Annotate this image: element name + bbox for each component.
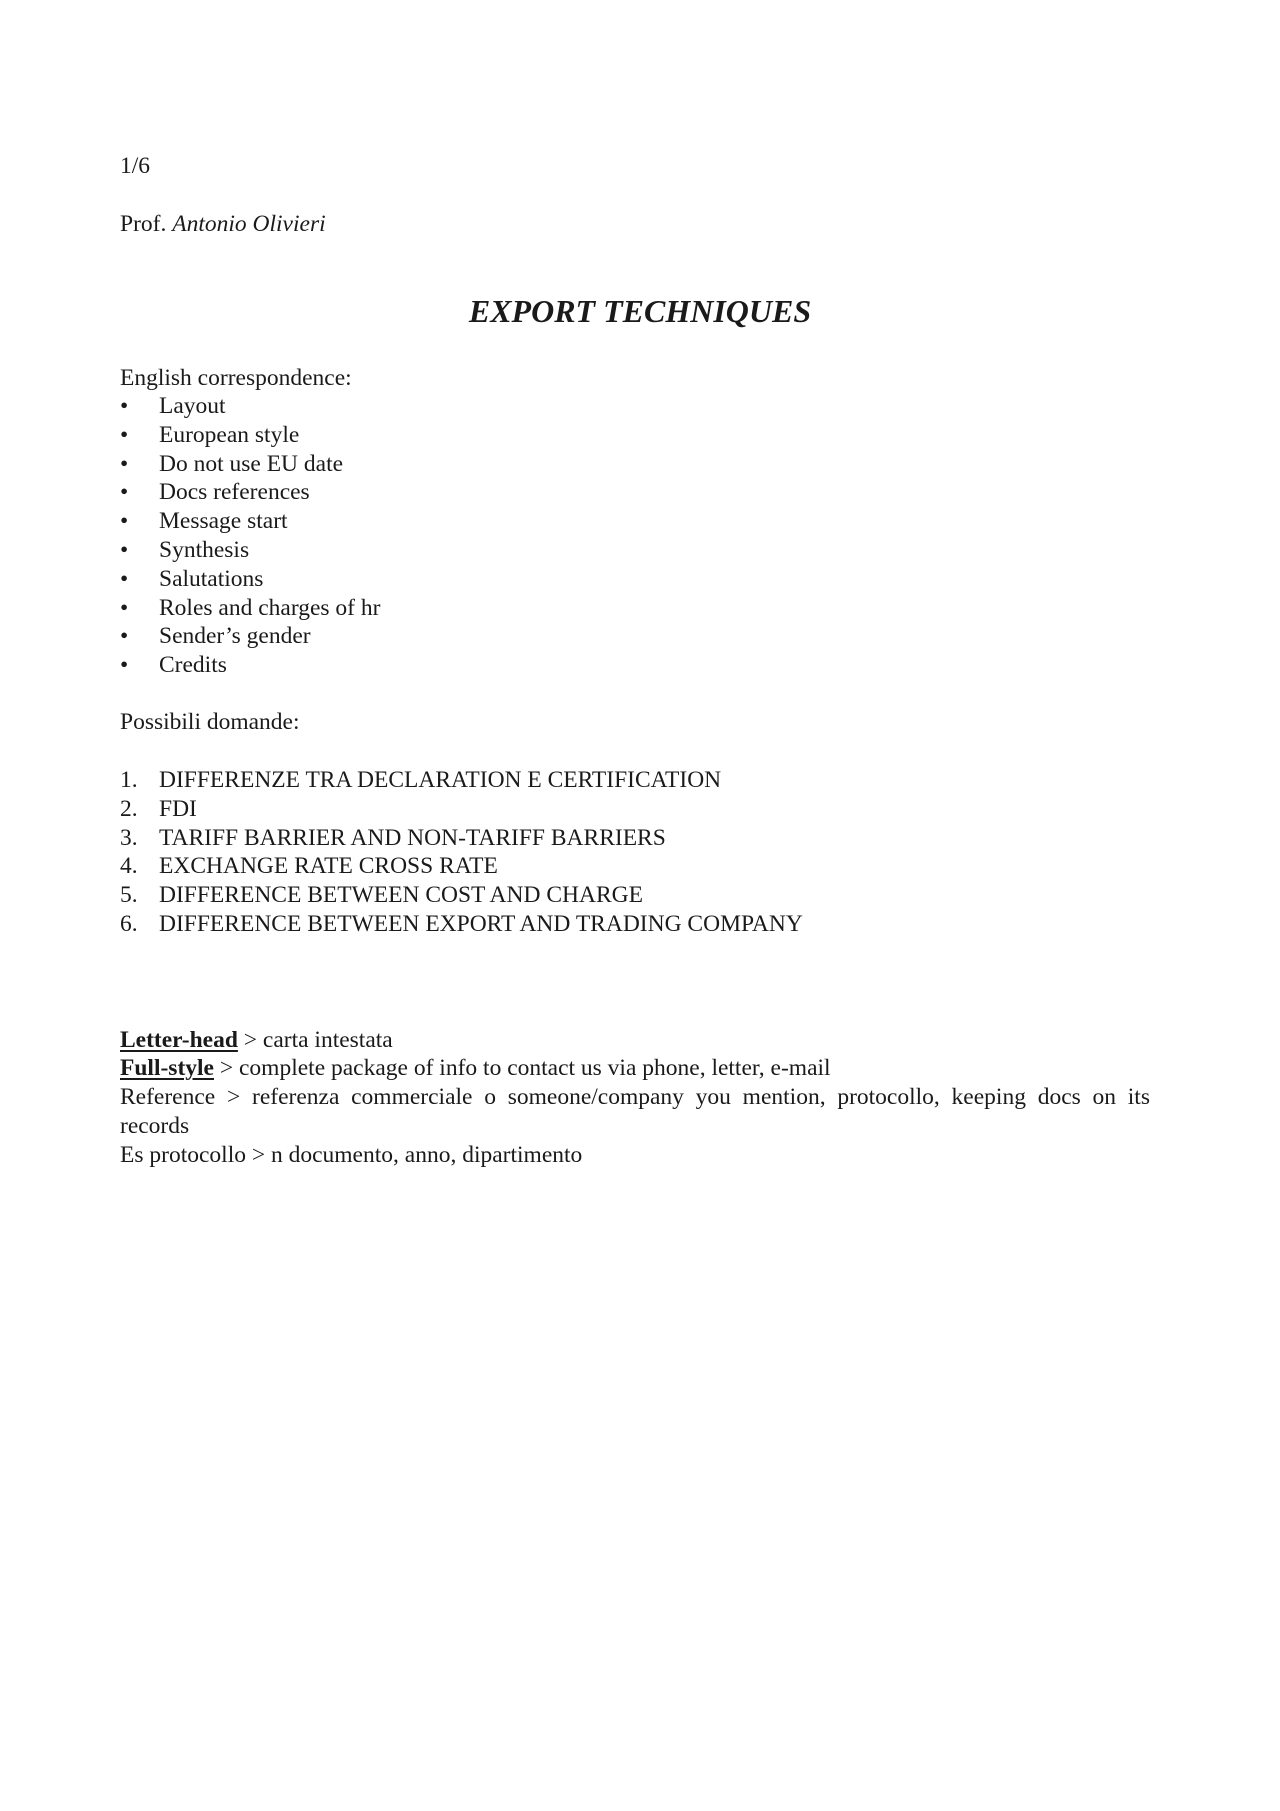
bullet-marker: • <box>120 594 129 621</box>
bullet-marker: • <box>120 623 129 650</box>
list-number: 3. <box>120 824 138 851</box>
list-item-text: Docs references <box>159 479 310 506</box>
bullet-marker: • <box>120 421 129 448</box>
list-item <box>120 421 380 450</box>
list-item-text: DIFFERENZE TRA DECLARATION E CERTIFICATION <box>159 767 722 793</box>
letterhead-term: Letter-head <box>120 1027 238 1053</box>
list-item <box>120 766 803 795</box>
list-item <box>120 565 380 594</box>
reference-definition: Reference > referenza commerciale o someone/company you mention, protocollo, keeping docs on its records <box>120 1084 1150 1139</box>
list-item-text: European style <box>159 421 300 448</box>
author-line <box>120 210 326 239</box>
list-item-text: Do not use EU date <box>159 450 344 477</box>
list-item-text: EXCHANGE RATE CROSS RATE <box>159 853 498 880</box>
list-item-text: DIFFERENCE BETWEEN COST AND CHARGE <box>159 882 643 909</box>
bullet-marker: • <box>120 393 129 419</box>
list-item <box>120 881 803 910</box>
bullet-marker: • <box>120 565 129 592</box>
list-item <box>120 852 803 881</box>
list-item <box>120 507 380 536</box>
bullet-marker: • <box>120 536 129 563</box>
list-number: 6. <box>120 910 138 937</box>
list-item-text: Message start <box>159 508 288 535</box>
list-item-text: Layout <box>159 393 226 419</box>
correspondence-list <box>120 392 380 680</box>
author-name: Antonio Olivieri <box>172 211 326 237</box>
bullet-marker: • <box>120 479 129 506</box>
list-item-text: Sender’s gender <box>159 623 311 650</box>
list-item-text: TARIFF BARRIER AND NON-TARIFF BARRIERS <box>159 824 666 851</box>
list-item-text: Roles and charges of hr <box>159 594 381 621</box>
list-number: 5. <box>120 882 138 909</box>
questions-list <box>120 766 803 939</box>
fullstyle-definition <box>120 1054 831 1083</box>
list-item <box>120 450 380 479</box>
bullet-marker: • <box>120 652 129 679</box>
list-item <box>120 622 380 651</box>
list-item-text: Credits <box>159 652 227 679</box>
list-item <box>120 392 380 421</box>
protocollo-definition: Es protocollo > n documento, anno, dipartimento <box>120 1142 583 1168</box>
questions-heading: Possibili domande: <box>120 709 300 735</box>
letterhead-text: > carta intestata <box>237 1027 393 1053</box>
list-item-text: Salutations <box>159 565 264 592</box>
author-prefix: Prof. <box>120 211 167 237</box>
fullstyle-term: Full-style <box>120 1055 214 1081</box>
list-item <box>120 824 803 853</box>
page-number: 1/6 <box>120 153 151 179</box>
list-number: 1. <box>120 767 138 793</box>
list-item <box>120 594 380 623</box>
list-number: 4. <box>120 853 138 880</box>
list-item <box>120 795 803 824</box>
list-item-text: DIFFERENCE BETWEEN EXPORT AND TRADING COMPANY <box>159 910 803 937</box>
list-item <box>120 478 380 507</box>
list-item <box>120 910 803 939</box>
list-number: 2. <box>120 795 138 822</box>
bullet-marker: • <box>120 508 129 535</box>
fullstyle-text: > complete package of info to contact us via phone, letter, e-mail <box>214 1055 831 1081</box>
list-item <box>120 651 380 680</box>
list-item <box>120 536 380 565</box>
list-item-text: Synthesis <box>159 536 250 563</box>
letterhead-definition <box>120 1026 393 1055</box>
correspondence-heading: English correspondence: <box>120 365 352 391</box>
bullet-marker: • <box>120 450 129 477</box>
list-item-text: FDI <box>159 795 197 822</box>
document-title: EXPORT TECHNIQUES <box>468 293 812 329</box>
